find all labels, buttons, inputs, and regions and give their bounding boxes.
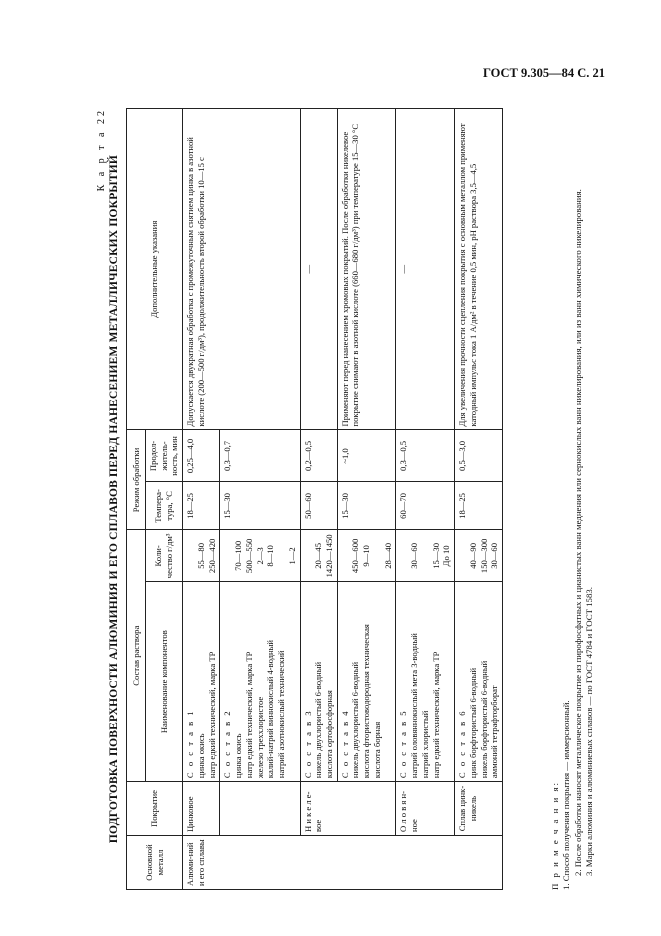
quantity: 40—90 [467, 542, 478, 569]
quantities-cell [220, 530, 300, 582]
table-row [300, 109, 337, 890]
component: цинка окись [233, 733, 244, 779]
quantity: 450—600 [350, 538, 361, 574]
duration-cell: 0,25—4,0 [183, 430, 220, 482]
component: натрий хлористый [419, 710, 430, 779]
treatment-table [126, 108, 503, 890]
header-solution: Состав раствора [127, 530, 146, 782]
component: натр едкий технический, марка ТР [243, 651, 254, 779]
quantity: 150—300 [478, 538, 489, 574]
components-cell [300, 582, 337, 782]
components-cell [220, 582, 300, 782]
note-cell: Для увеличения прочности сцепления покрытия с основным металлом применяют катодный импульс тока 1 А/дм² в течение 0,5 мин, рН раствора 3,5—4,5 [455, 109, 503, 430]
temperature-cell: 18—25 [183, 482, 220, 530]
coating-cell [220, 782, 300, 836]
quantity: 1—2 [286, 547, 297, 565]
composition-label: С о с т а в 1 [185, 709, 196, 779]
composition-label: С о с т а в 4 [339, 709, 350, 779]
coating-cell: Н и к е л е-вое [300, 782, 396, 836]
composition-label: С о с т а в 6 [457, 709, 468, 779]
quantity: 500—550 [243, 538, 254, 574]
quantity: 55—80 [195, 542, 206, 569]
quantities-cell [300, 530, 337, 582]
duration-cell: 0,5—3,0 [455, 430, 503, 482]
note-cell: — [396, 109, 455, 430]
note-cell: Допускается двукратная обработка с промежуточным снятием цинка в азотной кислоте (200—500 г/дм³), продолжительность второй обработки 10—15 с [183, 109, 300, 430]
component: аммоний тетрафторборат [489, 685, 500, 779]
note-cell: Применяют перед нанесением хромовых покрытий. После обработки никелевое покрытие снимают в азотной кислоте (660—680 г/дм³) при температуре 15—30 °С [337, 109, 396, 430]
notes-heading: П р и м е ч а н и я: [550, 781, 560, 890]
note-item: 1. Способ получения покрытия — иммерсионный. [561, 700, 572, 890]
quantity: 70—100 [233, 540, 244, 571]
coating-cell: Цинковое [183, 782, 220, 836]
quantity: 8—10 [265, 545, 276, 567]
components-cell [337, 582, 396, 782]
note-item: 2. После обработки наносят металлическое покрытие из пирофосфатных и цианистых ванн меднения или сернокислых ванн никелирования, или из ванн химического никелирования. [572, 189, 583, 876]
quantity: 15—30 [430, 542, 441, 569]
duration-cell: 0,2—0,5 [300, 430, 337, 482]
header-notes: Дополнительные указания [127, 109, 183, 430]
header-duration: Продол-житель-ность, мин [146, 430, 183, 482]
page-header: ГОСТ 9.305—84 С. 21 [482, 66, 605, 80]
table-row [455, 109, 503, 890]
component: натр едкий технический, марка ТР [206, 651, 217, 779]
header-temperature: Темпера-тура, °С [146, 482, 183, 530]
components-cell [455, 582, 503, 782]
quantities-cell [337, 530, 396, 582]
quantity: 30—60 [489, 542, 500, 569]
component: никель двухлористый 6-водный [350, 661, 361, 779]
component: кислота фтористоводородная техническая [361, 624, 372, 779]
composition-label: С о с т а в 3 [302, 709, 313, 779]
coating-cell: О л о в я н-ное [396, 782, 455, 836]
component: никель двухлористый 6-водный [313, 661, 324, 779]
component: кислота борная [371, 721, 382, 779]
note-item: 3. Марки алюминия и алюминиевых сплавов — по ГОСТ 4784 и ГОСТ 1583. [584, 587, 595, 876]
component: цинк борфтористый 6-водный [467, 667, 478, 779]
component: калий-натрий виннокислый 4-водный [265, 639, 276, 779]
header-base-metal: Основной металл [127, 836, 183, 890]
component: натр едкий технический, марка ТР [430, 651, 441, 779]
note-cell: — [300, 109, 337, 430]
table-row [396, 109, 455, 890]
table-row [183, 109, 220, 890]
component: никель борфтористый 6-водный [478, 660, 489, 779]
quantity: 2—3 [254, 547, 265, 565]
quantity: 1420—1450 [324, 534, 335, 578]
header-quantity: Коли-чество г/дм³ [146, 530, 183, 582]
quantity: 28—40 [382, 542, 393, 569]
duration-cell: 0,3—0,5 [396, 430, 455, 482]
component: натрий оловяннокислый мета 3-водный [409, 633, 420, 779]
quantity: 250—420 [206, 538, 217, 574]
notes-block [550, 108, 596, 890]
temperature-cell: 50—60 [300, 482, 337, 530]
quantities-cell [183, 530, 220, 582]
coating-cell: Сплав цинк-никель [455, 782, 503, 836]
table-title: ПОДГОТОВКА ПОВЕРХНОСТИ АЛЮМИНИЯ И ЕГО СПЛАВОВ ПЕРЕД НАНЕСЕНИЕМ МЕТАЛЛИЧЕСКИХ ПОКРЫТИЙ [108, 154, 120, 844]
temperature-cell: 18—25 [455, 482, 503, 530]
components-cell [396, 582, 455, 782]
quantity: До 10 [441, 545, 452, 567]
composition-label: С о с т а в 5 [398, 709, 409, 779]
map-label: К а р т а 22 [96, 108, 107, 192]
components-cell [183, 582, 220, 782]
quantity: 9—10 [361, 545, 372, 567]
quantities-cell [396, 530, 455, 582]
composition-label: С о с т а в 2 [222, 709, 233, 779]
base-metal-cell: Алюми-ний и его сплавы [183, 836, 503, 890]
temperature-cell: 15—30 [220, 482, 300, 530]
quantities-cell [455, 530, 503, 582]
rotated-table-page [96, 108, 601, 890]
component: цинка окись [195, 733, 206, 779]
temperature-cell: 60—70 [396, 482, 455, 530]
header-component-name: Наименование компонентов [146, 582, 183, 782]
header-mode: Режим обработки [127, 430, 146, 530]
quantity: 20—45 [313, 542, 324, 569]
duration-cell: 0,3—0,7 [220, 430, 300, 482]
duration-cell: ~1,0 [337, 430, 396, 482]
header-coating: Покрытие [127, 782, 183, 836]
quantity: 30—60 [409, 542, 420, 569]
component: железо треххлористое [254, 696, 265, 779]
temperature-cell: 15—30 [337, 482, 396, 530]
table-row [337, 109, 396, 890]
component: кислота ортофосфорная [324, 690, 335, 779]
component: натрий азотнокислый технический [276, 650, 287, 779]
